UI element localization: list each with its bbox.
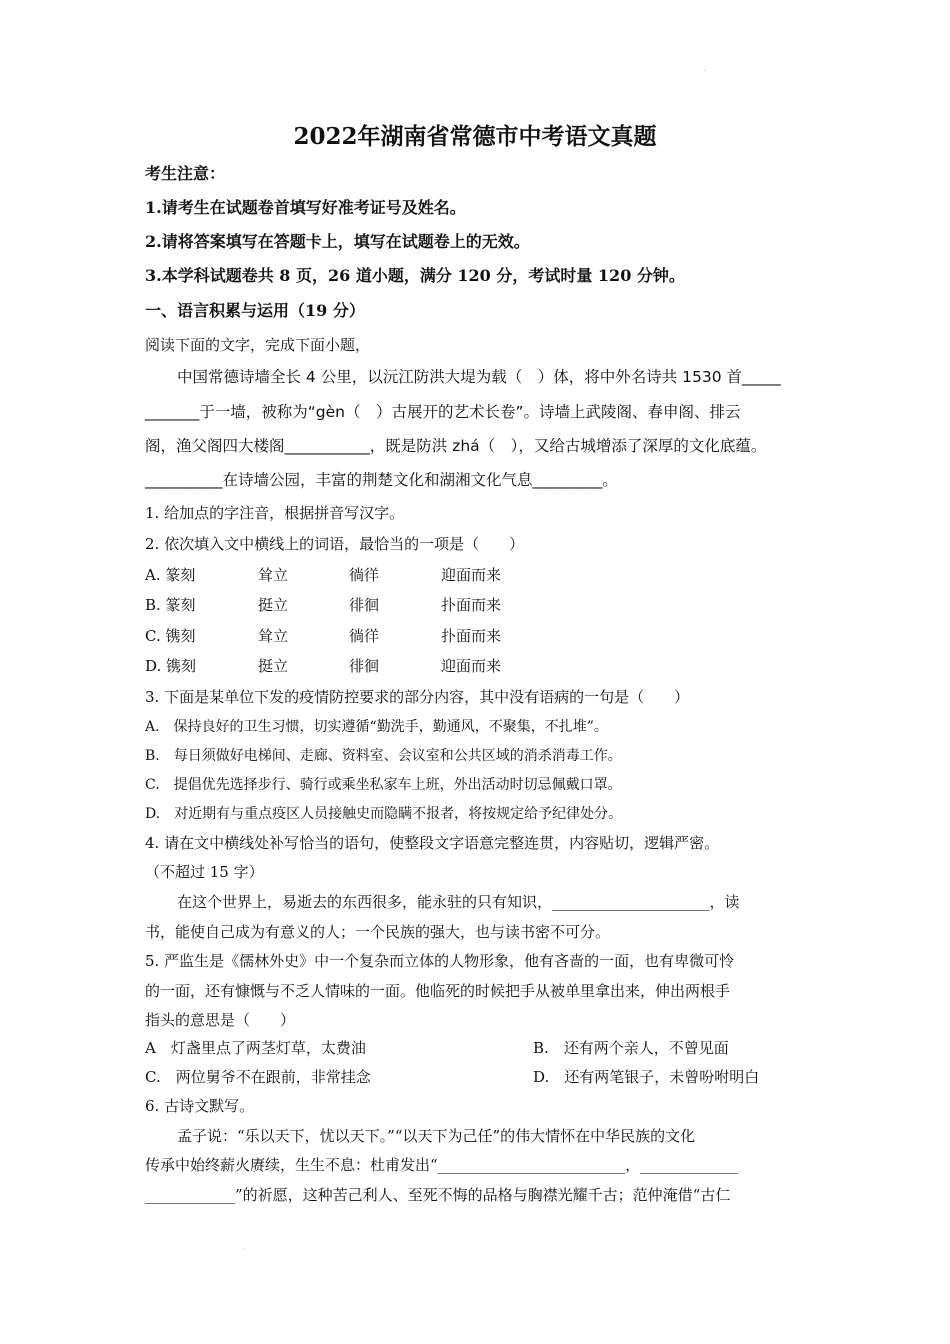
q2-option-a-4: 迎面而来 (441, 566, 502, 584)
q3-option-c: C. 提倡优先选择步行、骑行或乘坐私家车上班，外出活动时切忌佩戴口罩。 (145, 777, 622, 793)
q2-option-a-3: 徜徉 (349, 566, 380, 584)
passage-line: _______于一墙，被称为“gèn（ ）古展开的艺术长卷”。诗墙上武陵阁、春申阁、排云 (145, 403, 741, 421)
notice-3: 3.本学科试题卷共 8 页，26 道小题，满分 120 分，考试时量 120 分钟。 (145, 266, 685, 285)
notice-2: 2.请将答案填写在答题卡上，填写在试题卷上的无效。 (145, 232, 530, 251)
q3-option-d: D. 对近期有与重点疫区人员接触史而隐瞒不报者，将按规定给予纪律处分。 (145, 806, 623, 822)
q2-option-b-1: B. 篆刻 (145, 596, 196, 614)
q2-option-a-1: A. 篆刻 (145, 566, 196, 584)
q4-passage-line: 书，能使自己成为有意义的人；一个民族的强大，也与读书密不可分。 (145, 923, 611, 941)
section-heading: 一、语言积累与运用（19 分） (145, 301, 365, 320)
question-4: 4. 请在文中横线处补写恰当的语句，使整段文字语意完整连贯，内容贴切，逻辑严密。 (145, 834, 720, 852)
question-5: 指头的意思是（ ） (145, 1011, 296, 1029)
q6-passage-line: 孟子说：“乐以天下，忧以天下。”“以天下为己任”的伟大情怀在中华民族的文化 (177, 1127, 696, 1145)
q4-passage-line: 在这个世界上，易逝去的东西很多，能永驻的只有知识，_____________________，读 (177, 893, 740, 911)
q2-option-b-2: 挺立 (258, 596, 289, 614)
passage-line: 中国常德诗墙全长 4 公里，以沅江防洪大堤为载（ ）体，将中外名诗共 1530 首_____ (177, 368, 781, 386)
q2-option-b-3: 徘徊 (349, 596, 380, 614)
q5-option-a: A 灯盏里点了两茎灯草，太费油 (145, 1039, 366, 1057)
reading-instruction: 阅读下面的文字，完成下面小题， (145, 336, 371, 354)
q2-option-c-3: 徜徉 (349, 627, 380, 645)
q2-option-d-3: 徘徊 (349, 657, 380, 675)
q5-option-b: B. 还有两个亲人，不曾见面 (533, 1039, 729, 1057)
q2-option-d-2: 挺立 (258, 657, 289, 675)
question-4-note: （不超过 15 字） (145, 863, 264, 881)
question-3: 3. 下面是某单位下发的疫情防控要求的部分内容，其中没有语病的一句是（ ） (145, 688, 690, 706)
q2-option-d-1: D. 镌刻 (145, 657, 197, 675)
q5-option-c: C. 两位舅爷不在跟前，非常挂念 (145, 1068, 371, 1086)
q2-option-b-4: 扑面而来 (441, 596, 502, 614)
q2-option-d-4: 迎面而来 (441, 657, 502, 675)
q2-option-c-4: 扑面而来 (441, 627, 502, 645)
question-6: 6. 古诗文默写。 (145, 1097, 255, 1115)
q2-option-c-2: 耸立 (258, 627, 289, 645)
page-title: 2022年湖南省常德市中考语文真题 (293, 123, 657, 150)
q6-passage-line: 传承中始终薪火赓续，生生不息：杜甫发出“_________________________，_____________ (145, 1156, 738, 1174)
q2-option-a-2: 耸立 (258, 566, 289, 584)
notice-1: 1.请考生在试题卷首填写好准考证号及姓名。 (145, 198, 466, 217)
passage-line: 阁，渔父阁四大楼阁___________，既是防洪 zhá（ ），又给古城增添了深厚的文化底蕴。 (145, 437, 767, 455)
question-5: 的一面，还有慷慨与不乏人情味的一面。他临死的时候把手从被单里拿出来，伸出两根手 (145, 982, 731, 1000)
bottom-mark: · (242, 1244, 245, 1253)
corner-mark: · (704, 66, 707, 75)
question-1: 1. 给加点的字注音，根据拼音写汉字。 (145, 504, 405, 522)
q3-option-a: A. 保持良好的卫生习惯，切实遵循“勤洗手，勤通风，不聚集，不扎堆”。 (145, 719, 608, 735)
q5-option-d: D. 还有两笔银子，未曾吩咐明白 (533, 1068, 760, 1086)
q6-passage-line: ____________”的祈愿，这种苦己利人、至死不悔的品格与胸襟光耀千古；范仲淹借“古仁 (145, 1186, 731, 1204)
passage-line: __________在诗墙公园，丰富的荆楚文化和湖湘文化气息_________。 (145, 471, 618, 489)
q2-option-c-1: C. 镌刻 (145, 627, 196, 645)
q3-option-b: B. 每日须做好电梯间、走廊、资料室、会议室和公共区域的消杀消毒工作。 (145, 748, 622, 764)
question-2: 2. 依次填入文中横线上的词语，最恰当的一项是（ ） (145, 535, 525, 553)
question-5: 5. 严监生是《儒林外史》中一个复杂而立体的人物形象，他有吝啬的一面，也有卑微可怜 (145, 952, 735, 970)
notice-heading: 考生注意： (145, 164, 226, 183)
